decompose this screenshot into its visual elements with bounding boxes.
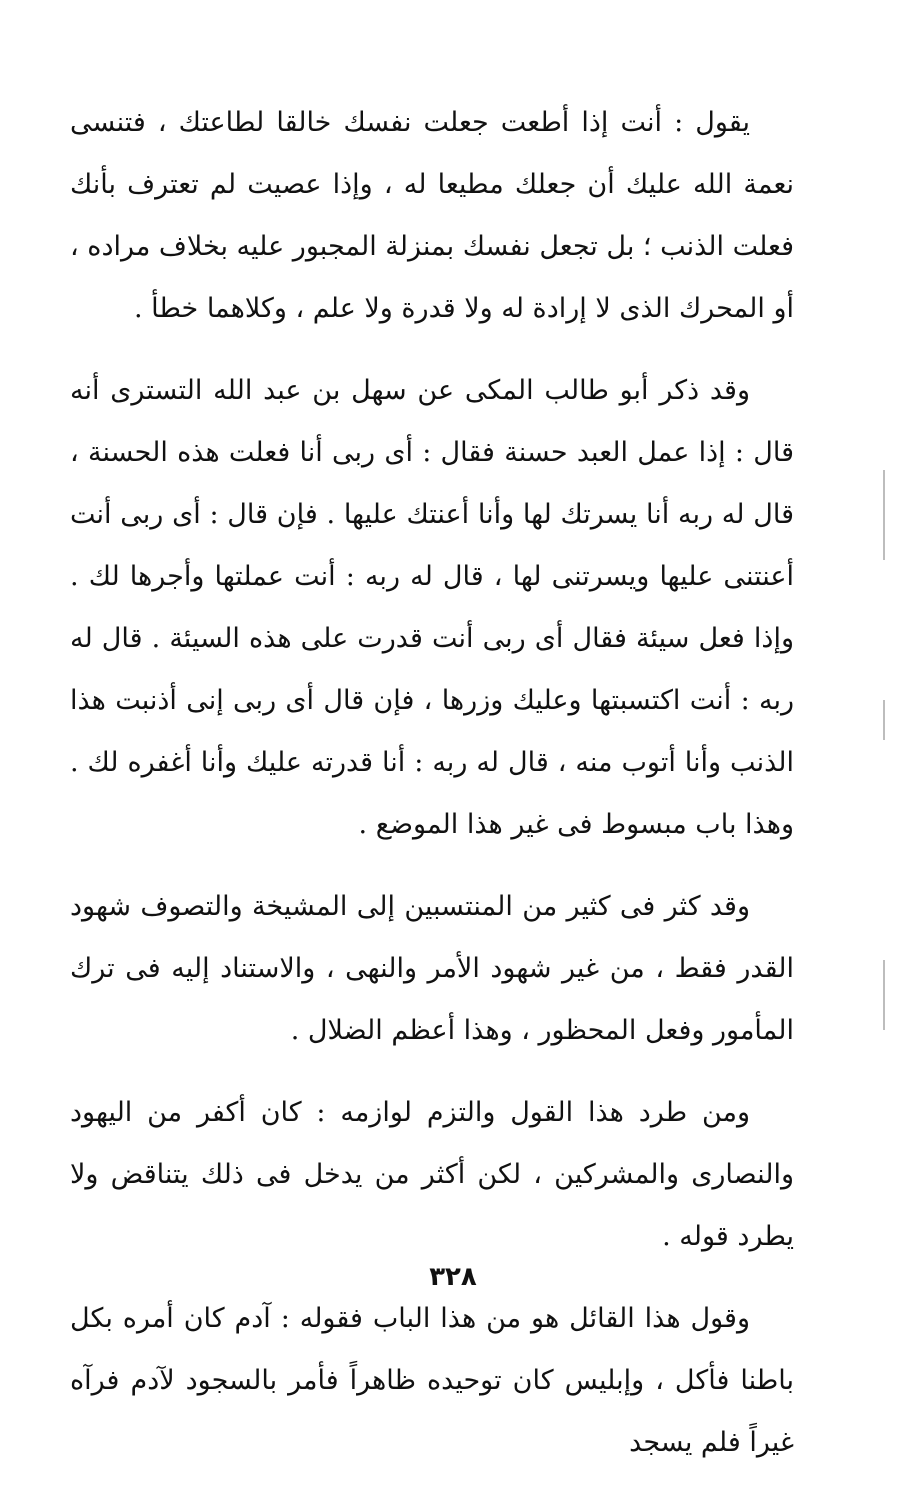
paragraph-3: وقد كثر فى كثير من المنتسبين إلى المشيخة والتصوف شهود القدر فقط ، من غير شهود الأمر والنهى ، والاستناد إليه فى ترك المأمور وفعل المحظور ، وهذا أعظم الضلال .: [70, 891, 794, 1046]
paragraph-1: يقول : أنت إذا أطعت جعلت نفسك خالقا لطاعتك ، فتنسى نعمة الله عليك أن جعلك مطيعا له ، وإذا عصيت لم تعترف بأنك فعلت الذنب ؛ بل تجعل نفسك بمنزلة المجبور عليه بخلاف مراده ، أو المحرك الذى لا إرادة له ولا قدرة ولا علم ، وكلاهما خطأ .: [70, 107, 794, 324]
paragraph-4: ومن طرد هذا القول والتزم لوازمه : كان أكفر من اليهود والنصارى والمشركين ، لكن أكثر من يدخل فى ذلك يتناقض ولا يطرد قوله .: [70, 1097, 794, 1252]
paragraph-5: وقول هذا القائل هو من هذا الباب فقوله : آدم كان أمره بكل باطنا فأكل ، وإبليس كان توحيده ظاهراً فأمر بالسجود لآدم فرآه غيراً فلم يسجد: [70, 1303, 794, 1458]
page-number: ٣٢٨: [429, 1262, 477, 1292]
margin-mark: [883, 700, 885, 740]
paragraph-2: وقد ذكر أبو طالب المكى عن سهل بن عبد الله التسترى أنه قال : إذا عمل العبد حسنة فقال : أى ربى أنا فعلت هذه الحسنة ، قال له ربه أنا يسرتك لها وأنا أعنتك عليها . فإن قال : أى ربى أنت أعنتنى عليها ويسرتنى لها ، قال له ربه : أنت عملتها وأجرها لك . وإذا فعل سيئة فقال أى ربى أنت قدرت على هذه السيئة . قال له ربه : أنت اكتسبتها وعليك وزرها ، فإن قال أى ربى إنى أذنبت هذا الذنب وأنا أتوب منه ، قال له ربه : أنا قدرته عليك وأنا أغفره لك . وهذا باب مبسوط فى غير هذا الموضع .: [70, 375, 794, 840]
margin-mark: [883, 960, 885, 1030]
margin-mark: [883, 470, 885, 560]
